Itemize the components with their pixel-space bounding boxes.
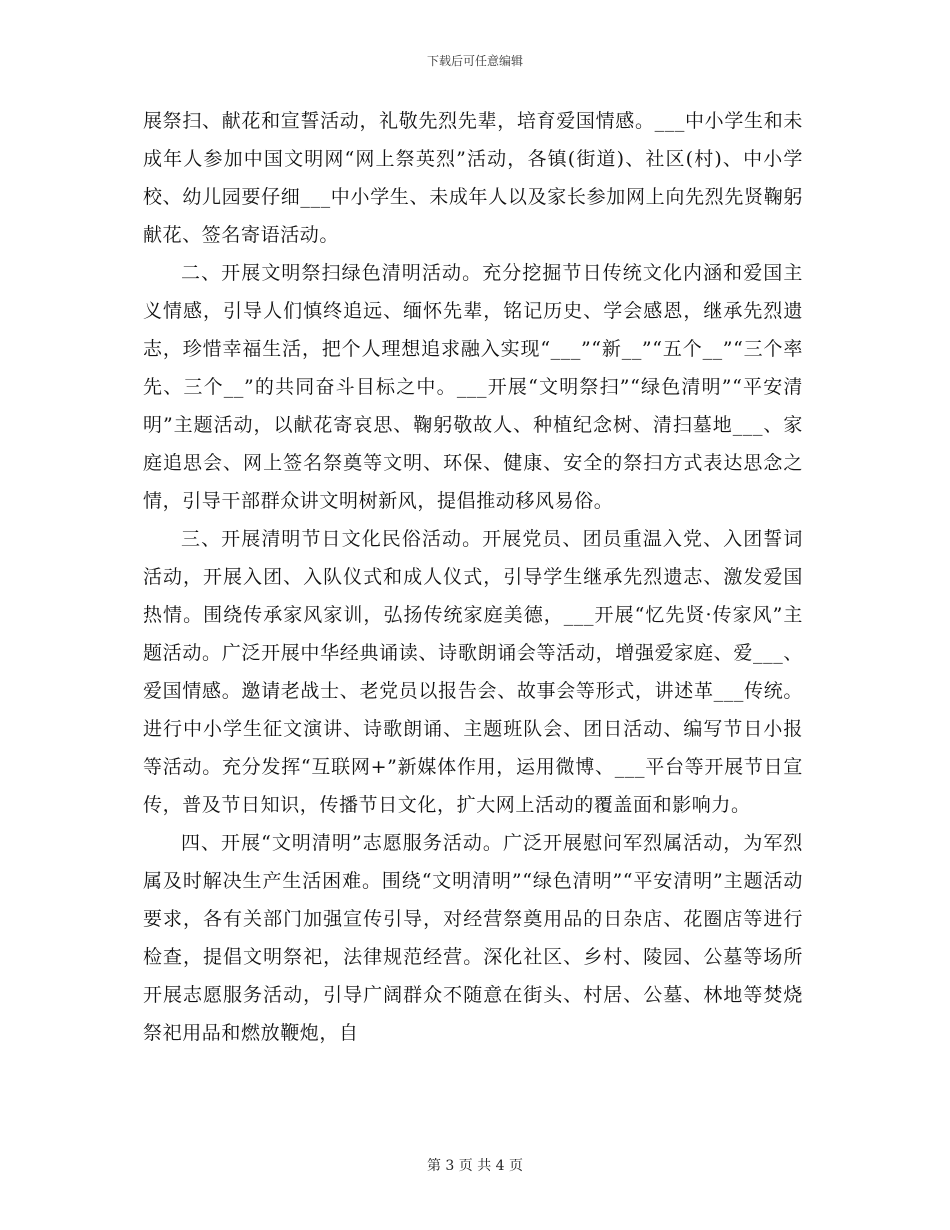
page-header: 下载后可任意编辑 xyxy=(426,54,523,68)
document-body xyxy=(143,102,803,1052)
paragraph-4: 四、开展“文明清明”志愿服务活动。广泛开展慰问军烈属活动，为军烈属及时解决生产生活困难。围绕“文明清明”“绿色清明”“平安清明”主题活动要求，各有关部门加强宣传引导，对经营祭奠用品的日杂店、花圈店等进行检查，提倡文明祭祀，法律规范经营。深化社区、乡村、陵园、公墓等场所开展志愿服务活动，引导广阔群众不随意在街头、村居、公墓、林地等焚烧祭祀用品和燃放鞭炮，自 xyxy=(143,832,803,1044)
paragraph-1: 展祭扫、献花和宣誓活动，礼敬先烈先辈，培育爱国情感。___中小学生和未成年人参加中国文明网“网上祭英烈”活动，各镇(街道)、社区(村)、中小学校、幼儿园要仔细___中小学生、未成年人以及家长参加网上向先烈先贤鞠躬献花、签名寄语活动。 xyxy=(143,110,803,246)
paragraph-3: 三、开展清明节日文化民俗活动。开展党员、团员重温入党、入团誓词活动，开展入团、入队仪式和成人仪式，引导学生继承先烈遗志、激发爱国热情。围绕传承家风家训，弘扬传统家庭美德，___开展“忆先贤·传家风”主题活动。广泛开展中华经典诵读、诗歌朗诵会等活动，增强爱家庭、爱___、爱国情感。邀请老战士、老党员以报告会、故事会等形式，讲述革___传统。进行中小学生征文演讲、诗歌朗诵、主题班队会、团日活动、编写节日小报等活动。充分发挥“互联网+”新媒体作用，运用微博、___平台等开展节日宣传，普及节日知识，传播节日文化，扩大网上活动的覆盖面和影响力。 xyxy=(143,528,803,816)
paragraph-2: 二、开展文明祭扫绿色清明活动。充分挖掘节日传统文化内涵和爱国主义情感，引导人们慎终追远、缅怀先辈，铭记历史、学会感恩，继承先烈遗志，珍惜幸福生活，把个人理想追求融入实现“___”“新__”“五个__”“三个率先、三个__”的共同奋斗目标之中。___开展“文明祭扫”“绿色清明”“平安清明”主题活动，以献花寄哀思、鞠躬敬故人、种植纪念树、清扫墓地___、家庭追思会、网上签名祭奠等文明、环保、健康、安全的祭扫方式表达思念之情，引导干部群众讲文明树新风，提倡推动移风易俗。 xyxy=(143,262,803,512)
page-footer: 第 3 页 共 4 页 xyxy=(426,1158,524,1174)
